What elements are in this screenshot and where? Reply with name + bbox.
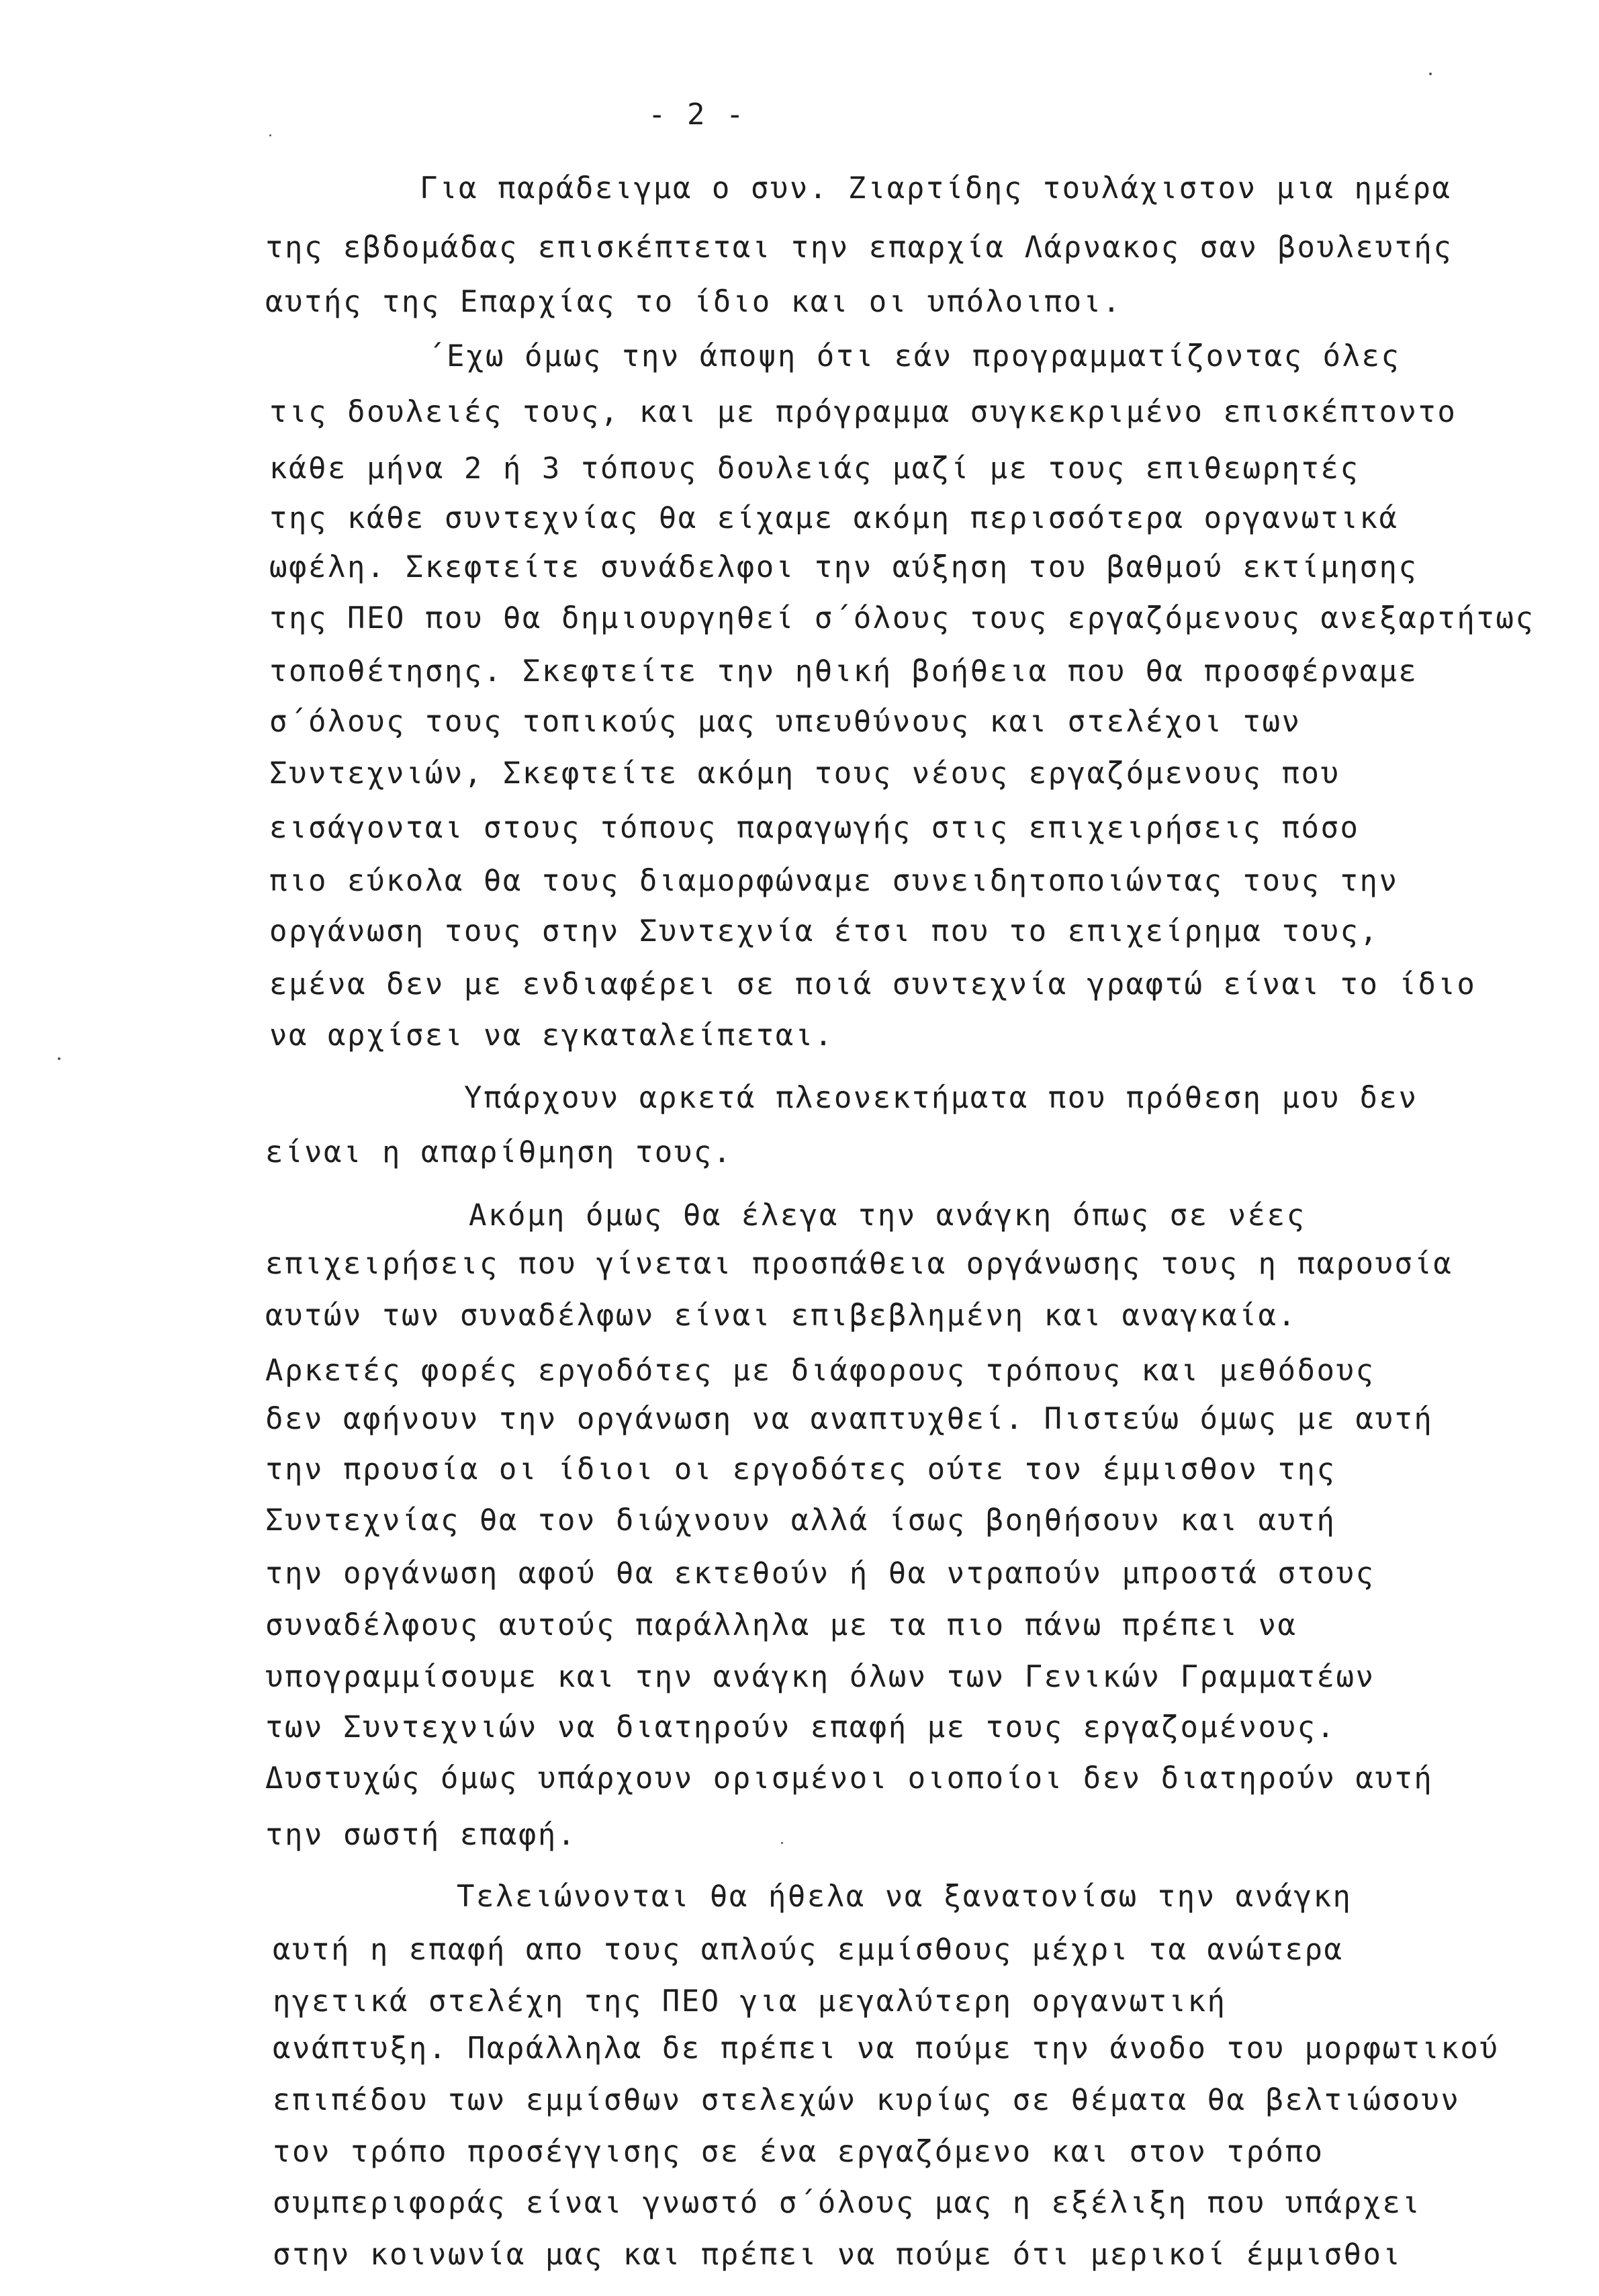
scan-speck (781, 1842, 783, 1844)
text-line: Υπάρχουν αρκετά πλεονεκτήματα που πρόθεση μου δεν (464, 1081, 1418, 1115)
scan-speck (58, 1057, 60, 1060)
text-line: ΄Εχω όμως την άποψη ότι εάν προγραμματίζοντας όλες (427, 339, 1401, 373)
text-line: εισάγονται στους τόπους παραγωγής στις επιχειρήσεις πόσο (269, 811, 1360, 845)
text-line: αυτής της Επαρχίας το ίδιο και οι υπόλοιποι. (265, 285, 1122, 319)
text-line: σ΄όλους τους τοπικούς μας υπευθύνους και στελέχοι των (269, 705, 1301, 739)
text-line: των Συντεχνιών να διατηρούν επαφή με τους εργαζομένους. (265, 1710, 1336, 1745)
text-line: της εβδομάδας επισκέπτεται την επαρχία Λάρνακος σαν βουλευτής (265, 230, 1453, 265)
text-line: να αρχίσει να εγκαταλείπεται. (269, 1018, 834, 1053)
text-line: ωφέλη. Σκεφτείτε συνάδελφοι την αύξηση του βαθμού εκτίμησης (269, 550, 1418, 584)
text-line: Συντεχνίας θα τον διώχνουν αλλά ίσως βοηθήσουν και αυτή (265, 1503, 1336, 1538)
text-line: συναδέλφους αυτούς παράλληλα με τα πιο πάνω πρέπει να (265, 1608, 1297, 1642)
page-number: - 2 - (648, 97, 745, 132)
text-line: αυτή η επαφή απο τους απλούς εμμίσθους μέχρι τα ανώτερα (273, 1933, 1344, 1967)
text-line: στην κοινωνία μας και πρέπει να πούμε ότι μερικοί έμμισθοι (273, 2238, 1402, 2272)
text-line: την προυσία οι ίδιοι οι εργοδότες ούτε τον έμμισθον της (265, 1452, 1336, 1487)
text-line: υπογραμμίσουμε και την ανάγκη όλων των Γενικών Γραμματέων (265, 1660, 1375, 1694)
text-line: εμένα δεν με ενδιαφέρει σε ποιά συντεχνία γραφτώ είναι το ίδιο (269, 967, 1477, 1002)
text-line: τον τρόπο προσέγγισης σε ένα εργαζόμενο και στον τρόπο (273, 2135, 1324, 2169)
text-line: της ΠΕΟ που θα δημιουργηθεί σ΄όλους τους εργαζόμενους ανεξαρτήτως (269, 601, 1535, 635)
scan-speck (269, 134, 271, 136)
text-line: επιπέδου των εμμίσθων στελεχών κυρίως σε θέματα θα βελτιώσουν (273, 2083, 1461, 2117)
text-line: την σωστή επαφή. (265, 1818, 577, 1852)
text-line: κάθε μήνα 2 ή 3 τόπους δουλειάς μαζί με τους επιθεωρητές (269, 451, 1360, 486)
text-line: δεν αφήνουν την οργάνωση να αναπτυχθεί. Πιστεύω όμως με αυτή (265, 1402, 1434, 1436)
text-line: αυτών των συναδέλφων είναι επιβεβλημένη και αναγκαία. (265, 1298, 1297, 1333)
text-line: Για παράδειγμα ο συν. Ζιαρτίδης τουλάχιστον μια ημέρα (420, 171, 1452, 206)
text-line: συμπεριφοράς είναι γνωστό σ΄όλους μας η εξέλιξη που υπάρχει (273, 2186, 1422, 2220)
text-line: Ακόμη όμως θα έλεγα την ανάγκη όπως σε νέες (469, 1198, 1306, 1233)
text-line: ηγετικά στελέχη της ΠΕΟ για μεγαλύτερη οργανωτική (273, 1984, 1227, 2019)
scan-speck (1429, 73, 1432, 75)
text-line: την οργάνωση αφού θα εκτεθούν ή θα ντραπούν μπροστά στους (265, 1556, 1375, 1591)
text-line: τις δουλειές τους, και με πρόγραμμα συγκεκριμένο επισκέπτοντο (269, 395, 1457, 429)
text-line: επιχειρήσεις που γίνεται προσπάθεια οργάνωσης τους η παρουσία (265, 1247, 1453, 1281)
text-line: της κάθε συντεχνίας θα είχαμε ακόμη περισσότερα οργανωτικά (269, 501, 1399, 535)
text-line: πιο εύκολα θα τους διαμορφώναμε συνειδητοποιώντας τους την (269, 864, 1399, 898)
text-line: Αρκετές φορές εργοδότες με διάφορους τρόπους και μεθόδους (265, 1354, 1375, 1388)
text-line: είναι η απαρίθμηση τους. (265, 1135, 733, 1169)
text-line: Τελειώνονται θα ήθελα να ξανατονίσω την ανάγκη (457, 1880, 1353, 1914)
text-line: Συντεχνιών, Σκεφτείτε ακόμη τους νέους εργαζόμενους που (269, 756, 1340, 791)
text-line: τοποθέτησης. Σκεφτείτε την ηθική βοήθεια που θα προσφέρναμε (269, 654, 1418, 689)
text-line: ανάπτυξη. Παράλληλα δε πρέπει να πούμε την άνοδο του μορφωτικού (273, 2031, 1500, 2066)
text-line: Δυστυχώς όμως υπάρχουν ορισμένοι οιοποίοι δεν διατηρούν αυτή (265, 1761, 1434, 1796)
text-line: οργάνωση τους στην Συντεχνία έτσι που το επιχείρημα τους, (269, 914, 1379, 948)
